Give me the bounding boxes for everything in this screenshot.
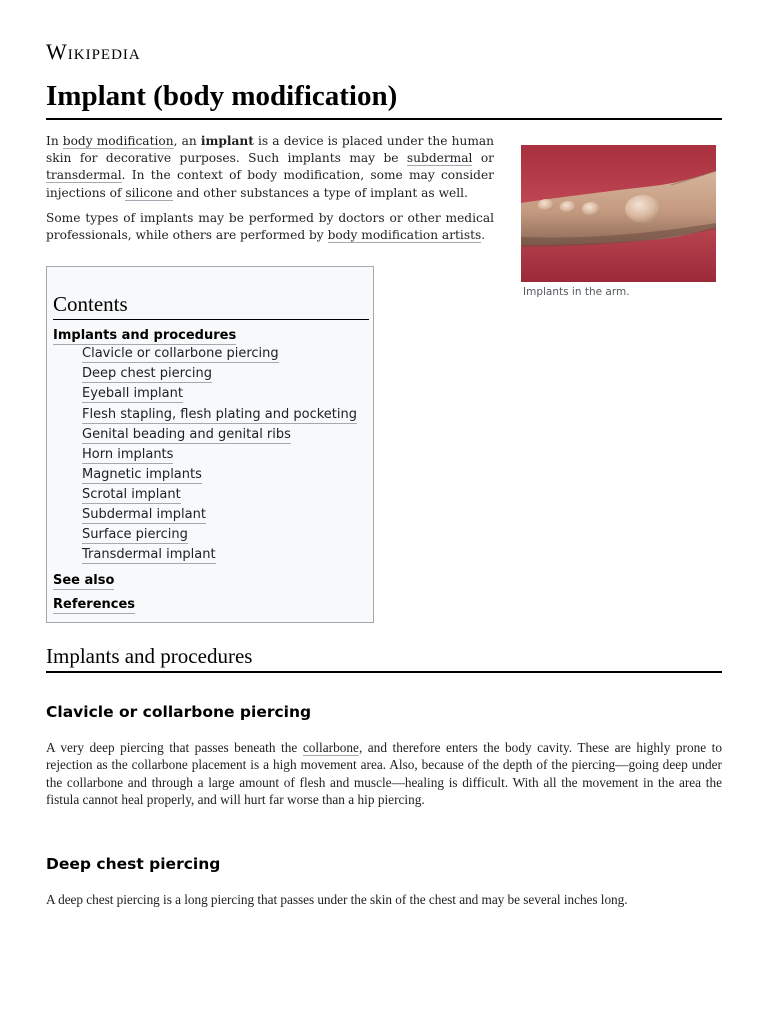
text-run: and other substances a type of implant as well.	[172, 185, 468, 200]
toc-item-flesh-stapling[interactable]: Flesh stapling, flesh plating and pocketing	[82, 407, 357, 422]
bold-term: implant	[200, 134, 254, 148]
inline-link[interactable]: body modification	[62, 134, 174, 148]
toc-item-subdermal-implant[interactable]: Subdermal implant	[82, 507, 206, 522]
figure-caption: Implants in the arm.	[523, 286, 630, 298]
intro-paragraph-1	[46, 133, 494, 202]
page-title: Implant (body modification)	[46, 78, 722, 120]
toc-item-surface-piercing[interactable]: Surface piercing	[82, 527, 188, 542]
deep-chest-paragraph	[46, 891, 722, 908]
toc-item-see-also[interactable]: See also	[53, 573, 115, 588]
table-of-contents	[46, 266, 374, 623]
toc-item-magnetic-implants[interactable]: Magnetic implants	[82, 467, 202, 482]
toc-item-clavicle-or-collarbone-piercing[interactable]: Clavicle or collarbone piercing	[82, 346, 279, 361]
subsection-heading-deep-chest: Deep chest piercing	[46, 855, 221, 873]
toc-item-deep-chest-piercing[interactable]: Deep chest piercing	[82, 366, 212, 381]
toc-title: Contents	[53, 291, 369, 320]
toc-item-implants-and-procedures[interactable]: Implants and procedures	[53, 328, 237, 343]
intro-section	[46, 133, 494, 252]
text-run: or	[472, 151, 494, 166]
text-run: , an	[173, 134, 201, 148]
text-run: Some types of implants may be performed by doctors or other medical professionals, while others are performed by	[46, 210, 494, 243]
arm-implants-photo[interactable]	[521, 145, 716, 282]
text-run: A deep chest piercing is a long piercing that passes under the skin of the chest and may be several inches long.	[46, 892, 628, 907]
inline-link[interactable]: collarbone	[302, 740, 359, 755]
subsection-heading-clavicle: Clavicle or collarbone piercing	[46, 703, 312, 721]
toc-item-horn-implants[interactable]: Horn implants	[82, 447, 174, 462]
toc-item-scrotal-implant[interactable]: Scrotal implant	[82, 487, 181, 502]
toc-item-eyeball-implant[interactable]: Eyeball implant	[82, 386, 183, 401]
inline-link[interactable]: body modification artists	[327, 228, 482, 243]
inline-link[interactable]: transdermal	[46, 168, 122, 183]
text-run: In	[46, 134, 63, 148]
inline-link[interactable]: subdermal	[406, 151, 473, 166]
text-run: A very deep piercing that passes beneath the	[46, 740, 303, 755]
text-run: .	[481, 228, 486, 243]
section-heading-implants-and-procedures: Implants and procedures	[46, 643, 722, 673]
intro-paragraph-2	[46, 210, 494, 244]
text-run: . In the context of body modification, some may consider injections of	[46, 168, 494, 200]
inline-link[interactable]: silicone	[125, 185, 173, 200]
text-run: is a device is placed under the human skin for decorative purposes. Such implants may be	[46, 134, 494, 166]
toc-item-transdermal-implant[interactable]: Transdermal implant	[82, 547, 216, 562]
text-run: , and therefore enters the body cavity. These are highly prone to rejection as the collarbone placement is a high movement area. Also, because of the depth of the piercing—going deep under the collarbone and through a large amount of flesh and muscle—healing is difficult. With all the movement in the area the fistula cannot heal properly, and will hurt far worse than a hip piercing.	[46, 740, 723, 808]
toc-item-references[interactable]: References	[53, 597, 136, 612]
wikipedia-wordmark[interactable]: Wikipedia	[46, 39, 141, 64]
clavicle-paragraph	[46, 739, 722, 809]
toc-item-genital-beading[interactable]: Genital beading and genital ribs	[82, 427, 291, 442]
infobox-figure	[521, 145, 716, 298]
